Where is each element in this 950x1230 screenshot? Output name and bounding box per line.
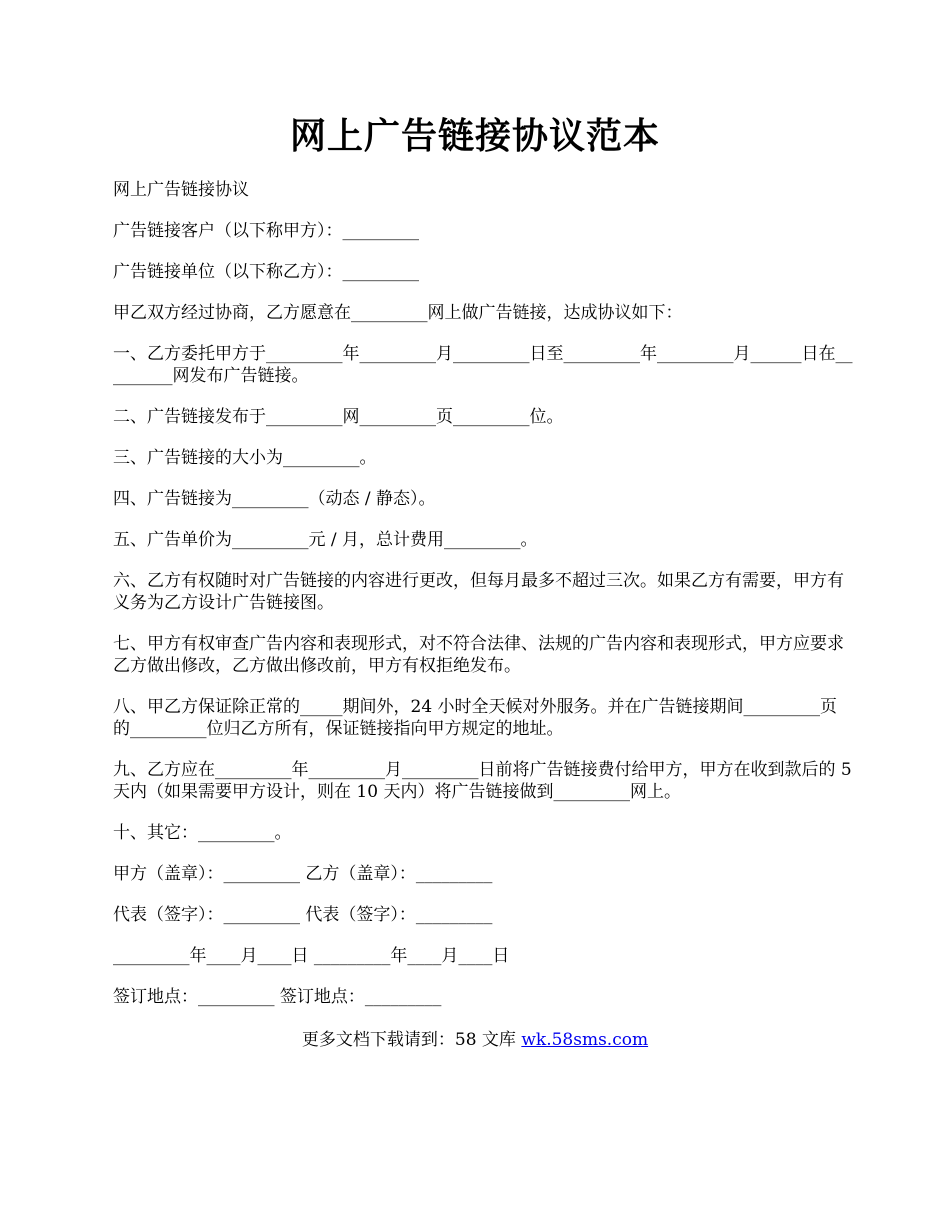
paragraph-date-line: _________年____月____日 _________年____月____日	[113, 946, 510, 966]
paragraph-clause-2: 二、广告链接发布于_________网_________页_________位。	[113, 407, 564, 427]
paragraph-clause-10: 十、其它：_________。	[113, 823, 292, 843]
footer	[113, 1029, 837, 1051]
paragraph-preamble: 甲乙双方经过协商，乙方愿意在_________网上做广告链接，达成协议如下：	[113, 303, 683, 323]
paragraph-location-line: 签订地点：_________ 签订地点：_________	[113, 987, 442, 1007]
footer-link[interactable]: wk.58sms.com	[521, 1030, 649, 1050]
paragraph-agreement-heading: 网上广告链接协议	[113, 180, 249, 200]
paragraph-clause-7: 七、甲方有权审查广告内容和表现形式，对不符合法律、法规的广告内容和表现形式，甲方应要求乙方做出修改，乙方做出修改前，甲方有权拒绝发布。	[113, 634, 844, 676]
paragraph-clause-4: 四、广告链接为_________（动态 / 静态）。	[113, 489, 436, 509]
paragraph-clause-3: 三、广告链接的大小为_________。	[113, 448, 377, 468]
document-body	[113, 179, 858, 1027]
paragraph-clause-6: 六、乙方有权随时对广告链接的内容进行更改，但每月最多不超过三次。如果乙方有需要，甲方有义务为乙方设计广告链接图。	[113, 571, 844, 613]
paragraph-party-a: 广告链接客户（以下称甲方）：_________	[113, 221, 419, 241]
paragraph-clause-9: 九、乙方应在_________年_________月_________日前将广告链接费付给甲方，甲方在收到款后的 5 天内（如果需要甲方设计，则在 10 天内）将广告链接做到_________网上。	[113, 760, 858, 802]
paragraph-clause-5: 五、广告单价为_________元 / 月，总计费用_________。	[113, 530, 538, 550]
paragraph-seal-line: 甲方（盖章）：_________ 乙方（盖章）：_________	[113, 864, 493, 884]
document-title: 网上广告链接协议范本	[289, 115, 660, 157]
paragraph-clause-1: 一、乙方委托甲方于_________年_________月_________日至_________年_________月______日在_________网发布广告链接。	[113, 344, 853, 386]
footer-prefix: 更多文档下载请到：58 文库	[301, 1030, 522, 1050]
paragraph-clause-8: 八、甲乙方保证除正常的_____期间外，24 小时全天候对外服务。并在广告链接期间_________页的_________位归乙方所有，保证链接指向甲方规定的地址。	[113, 697, 838, 739]
paragraph-signature-line: 代表（签字）：_________ 代表（签字）：_________	[113, 905, 493, 925]
paragraph-party-b: 广告链接单位（以下称乙方）：_________	[113, 262, 419, 282]
